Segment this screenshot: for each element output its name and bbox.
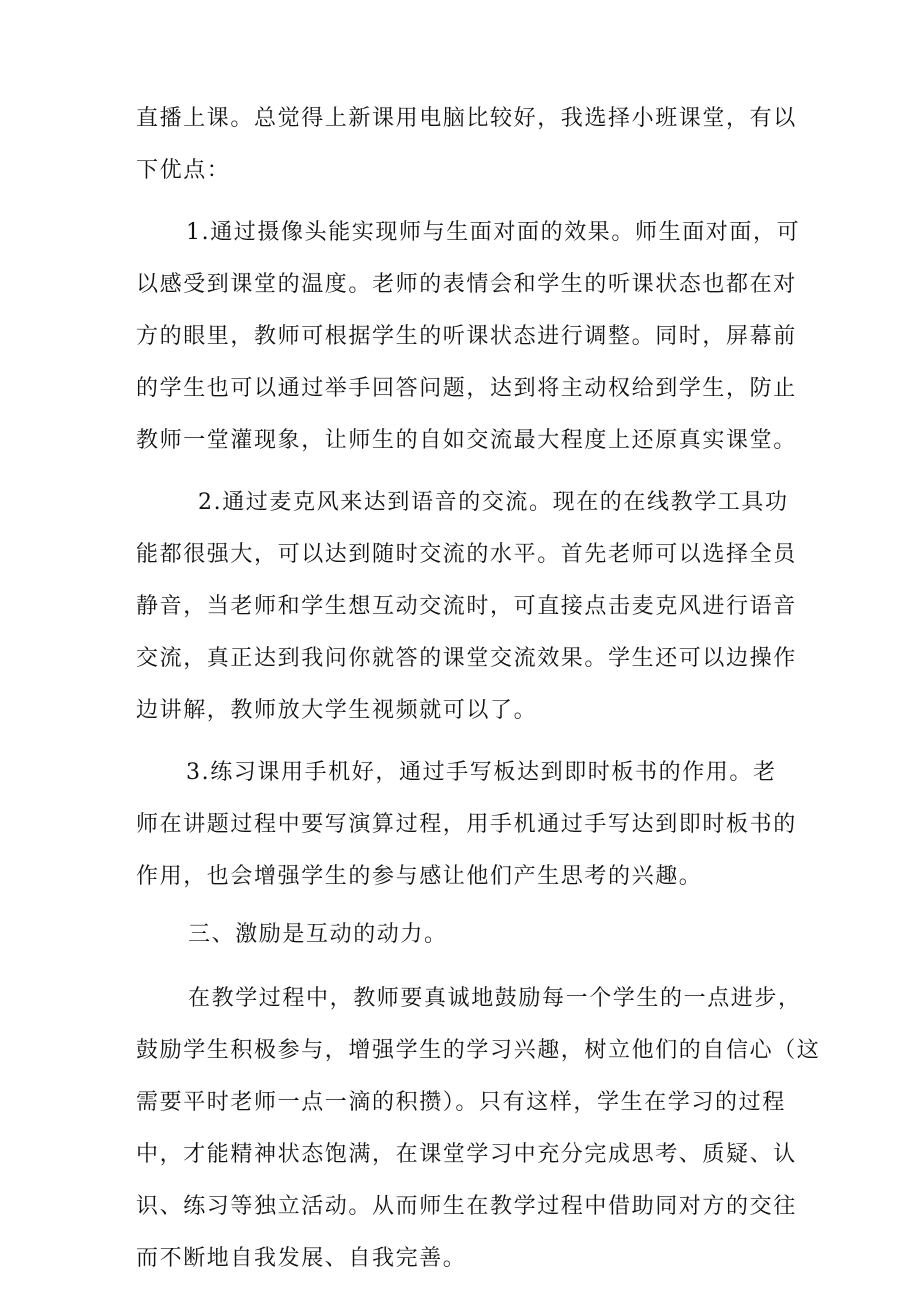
text-line: 作用，也会增强学生的参与感让他们产生思考的兴趣。 bbox=[136, 864, 703, 889]
text-line: 直播上课。总觉得上新课用电脑比较好，我选择小班课堂，有以 bbox=[136, 106, 797, 131]
text-line: 3.练习课用手机好，通过手写板达到即时板书的作用。老 bbox=[186, 760, 777, 785]
text-line: 中，才能精神状态饱满，在课堂学习中充分完成思考、质疑、认 bbox=[136, 1142, 797, 1167]
text-line: 下优点： bbox=[136, 158, 231, 183]
text-line: 交流，真正达到我问你就答的课堂交流效果。学生还可以边操作 bbox=[136, 646, 797, 671]
text-line: 师在讲题过程中要写演算过程，用手机通过手写达到即时板书的 bbox=[136, 812, 797, 837]
text-line: 以感受到课堂的温度。老师的表情会和学生的听课状态也都在对 bbox=[136, 272, 797, 297]
section-heading: 三、激励是互动的动力。 bbox=[188, 922, 448, 947]
text-line: 静音，当老师和学生想互动交流时，可直接点击麦克风进行语音 bbox=[136, 594, 797, 619]
text-line: 能都很强大，可以达到随时交流的水平。首先老师可以选择全员 bbox=[136, 542, 797, 567]
text-line: 的学生也可以通过举手回答问题，达到将主动权给到学生，防止 bbox=[136, 376, 797, 401]
text-line: 鼓励学生积极参与，增强学生的学习兴趣，树立他们的自信心（这 bbox=[136, 1038, 821, 1063]
text-line: 边讲解，教师放大学生视频就可以了。 bbox=[136, 698, 538, 723]
text-line: 2.通过麦克风来达到语音的交流。现在的在线教学工具功 bbox=[198, 490, 789, 515]
text-line: 而不断地自我发展、自我完善。 bbox=[136, 1246, 467, 1271]
text-line: 在教学过程中，教师要真诚地鼓励每一个学生的一点进步， bbox=[188, 986, 802, 1011]
text-line: 教师一堂灌现象，让师生的自如交流最大程度上还原真实课堂。 bbox=[136, 428, 797, 453]
text-line: 1.通过摄像头能实现师与生面对面的效果。师生面对面，可 bbox=[186, 220, 801, 245]
text-line: 需要平时老师一点一滴的积攒）。只有这样，学生在学习的过程 bbox=[136, 1090, 786, 1115]
text-line: 识、练习等独立活动。从而师生在教学过程中借助同对方的交往 bbox=[136, 1194, 797, 1219]
text-line: 方的眼里，教师可根据学生的听课状态进行调整。同时，屏幕前 bbox=[136, 324, 797, 349]
